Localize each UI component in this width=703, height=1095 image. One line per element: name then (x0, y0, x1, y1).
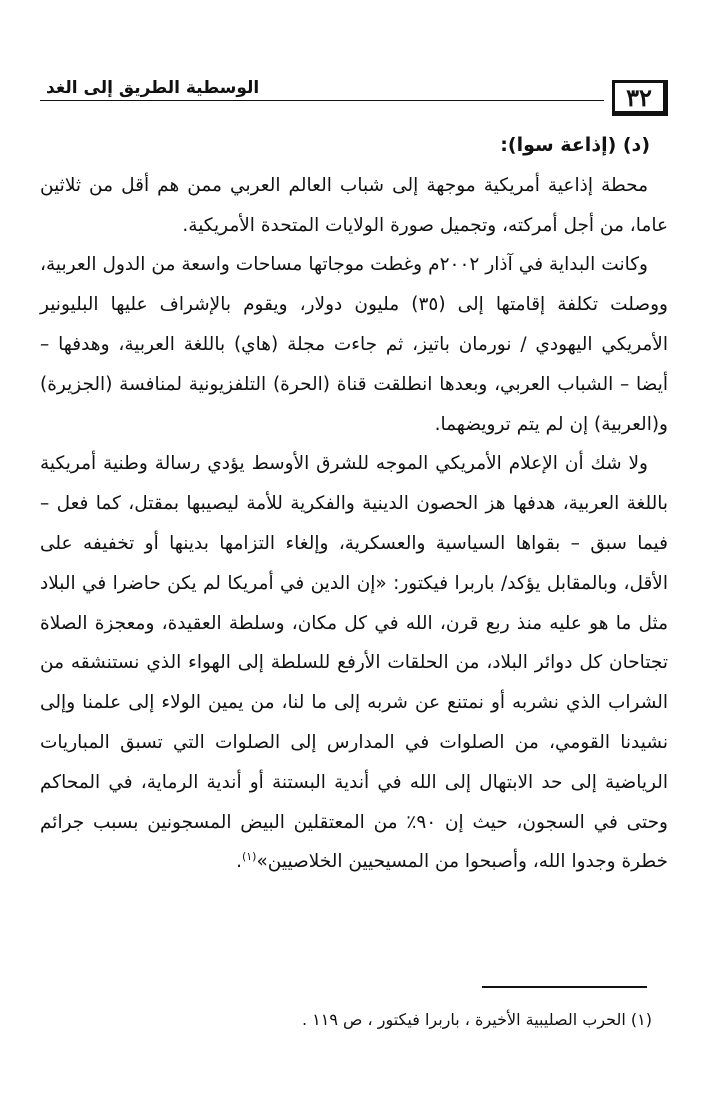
page-header (40, 72, 668, 122)
footnote-rule (482, 986, 647, 988)
paragraph-3 (40, 444, 668, 882)
paragraph-1: محطة إذاعية أمريكية موجهة إلى شباب العالم العربي ممن هم أقل من ثلاثين عاما، من أجل أمركته، وتجميل صورة الولايات المتحدة الأمريكية. (40, 174, 668, 236)
running-title: الوسطية الطريق إلى الغد (40, 78, 261, 98)
paragraph-3-text: ولا شك أن الإعلام الأمريكي الموجه للشرق الأوسط يؤدي رسالة وطنية أمريكية باللغة العربية، هدفها هز الحصون الدينية والفكرية للأمة ليصيبها بمقتل، كما فعل – فيما سبق – بقواها السياسية والعسكرية، وإلغاء التزامها بدينها أو تخفيفه على الأقل، وبالمقابل يؤكد/ باربرا فيكتور: «إن الدين في أمريكا لم يكن حاضرا في البلاد مثل ما هو عليه منذ ربع قرن، الله في كل مكان، وسلطة العقيدة، ومعجزة الصلاة تجتاحان كل دوائر البلاد، من الحلقات الأرفع للسلطة إلى الهواء الذي نستنشقه من الشراب الذي نشربه أو نمتنع عن شربه إلى ما لنا، من يمين الولاء إلى علمنا وإلى نشيدنا القومي، من الصلوات في المدارس إلى الصلوات التي تسبق المباريات الرياضية إلى حد الابتهال إلى الله في أندية البستنة أو أندية الرماية، في المحاكم وحتى في السجون، حيث إن ٩٠٪ من المعتقلين البيض المسجونين بسبب جرائم خطرة وجدوا الله، وأصبحوا من المسيحيين الخلاصيين» (40, 453, 668, 873)
paragraph-2: وكانت البداية في آذار ٢٠٠٢م وغطت موجاتها مساحات واسعة من الدول العربية، ووصلت تكلفة إقامتها إلى (٣٥) مليون دولار، ويقوم بالإشراف عليها البليونير الأمريكي اليهودي / نورمان باتيز، ثم جاءت مجلة (هاي) باللغة العربية، وهدفها – أيضا – الشباب العربي، وبعدها انطلقت قناة (الحرة) التلفزيونية لمنافسة (الجزيرة) و(العربية) إن لم يتم ترويضهما. (40, 254, 668, 435)
header-rule (40, 100, 604, 101)
section-heading: (د) (إذاعة سوا): (500, 134, 650, 156)
page-number: ٣٢ (612, 80, 668, 116)
footnote-marker: (١) (241, 850, 257, 864)
footnote: (١) الحرب الصليبية الأخيرة ، باربرا فيكتور ، ص ١١٩ . (302, 1010, 652, 1029)
paragraph-end-period: . (236, 851, 242, 873)
body-text (40, 126, 668, 882)
